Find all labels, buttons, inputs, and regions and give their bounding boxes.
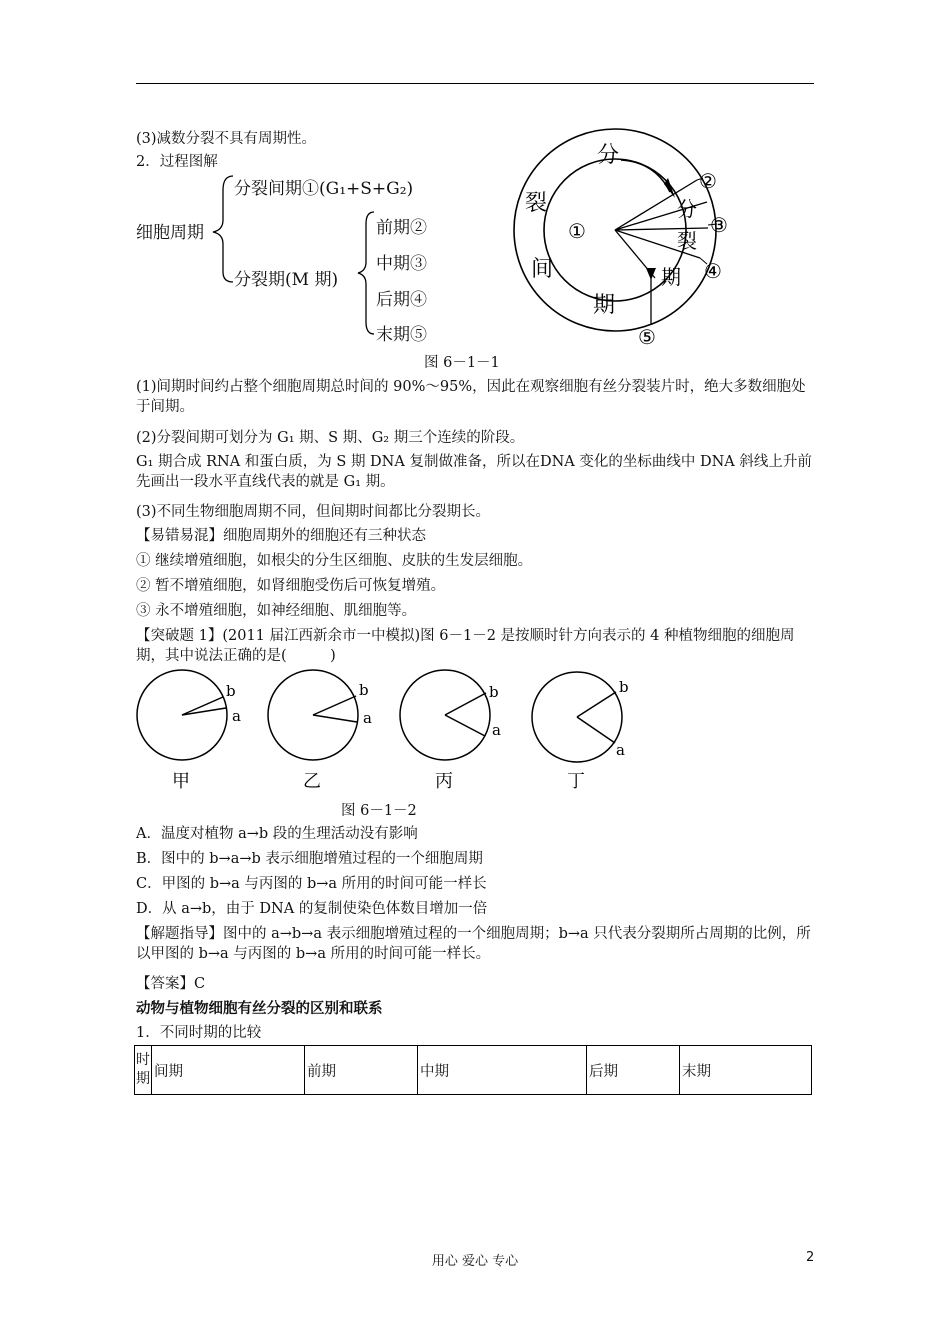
phase-label: 期	[661, 265, 681, 289]
option-d: D．从 a→b，由于 DNA 的复制使染色体数目增加一倍	[136, 901, 488, 917]
point-b: b	[226, 682, 236, 700]
stage-marker: ④	[704, 259, 722, 283]
phase-label: 裂	[677, 229, 697, 253]
cell-cycle-diagram	[505, 118, 765, 350]
figure-caption: 图 6－1－2	[341, 803, 417, 819]
option-b: B．图中的 b→a→b 表示细胞增殖过程的一个细胞周期	[136, 851, 483, 867]
comparison-table	[134, 1045, 812, 1095]
tree-root: 细胞周期	[136, 223, 204, 243]
solution-guide: 【解题指导】图中的 a→b→a 表示细胞增殖过程的一个细胞周期；b→a 只代表分裂期所占周期的比例，所以甲图的 b→a 与丙图的 b→a 所用的时间可能一样长。	[136, 926, 811, 962]
tree-stage: 中期③	[376, 254, 427, 274]
subheading: 1．不同时期的比较	[136, 1025, 262, 1041]
pie-ding	[532, 672, 629, 792]
paragraph: 【易错易混】细胞周期外的细胞还有三种状态	[136, 528, 426, 544]
outer-label: 裂	[525, 191, 548, 216]
point-a: a	[232, 707, 241, 725]
option-c: C．甲图的 b→a 与丙图的 b→a 所用的时间可能一样长	[136, 876, 487, 892]
table-header-cell: 前期	[305, 1046, 418, 1095]
paragraph: ② 暂不增殖细胞，如肾细胞受伤后可恢复增殖。	[136, 578, 446, 594]
pie-bing	[400, 670, 501, 792]
outer-label: 分	[597, 143, 620, 168]
paragraph: (1)间期时间约占整个细胞周期总时间的 90%～95%，因此在观察细胞有丝分裂装片时，绝大多数细胞处于间期。	[136, 379, 806, 415]
page-number: 2	[806, 1250, 815, 1265]
table-header-cell: 后期	[587, 1046, 680, 1095]
paragraph: (3)不同生物细胞周期不同，但间期时间都比分裂期长。	[136, 504, 491, 520]
tree-mphase: 分裂期(M 期)	[234, 270, 339, 290]
pie-name: 丁	[567, 771, 585, 792]
table-header-cell: 中期	[418, 1046, 587, 1095]
point-a: a	[492, 721, 501, 739]
section-heading: 2．过程图解	[136, 154, 218, 170]
outer-label: 间	[531, 257, 554, 282]
paragraph: ③ 永不增殖细胞，如神经细胞、肌细胞等。	[136, 603, 417, 619]
page-footer: 用心 爱心 专心	[431, 1254, 519, 1269]
text-line: (3)减数分裂不具有周期性。	[136, 131, 317, 147]
inner-label: ①	[568, 219, 586, 243]
table-corner-cell: 时期	[135, 1046, 152, 1095]
point-a: a	[363, 709, 372, 727]
pie-name: 乙	[303, 771, 321, 792]
stage-marker: ⑤	[638, 325, 656, 349]
paragraph: ① 继续增殖细胞，如根尖的分生区细胞、皮肤的生发层细胞。	[136, 553, 533, 569]
phase-label: 分	[677, 197, 697, 221]
figure-caption: 图 6－1－1	[424, 355, 500, 371]
paragraph: G₁ 期合成 RNA 和蛋白质，为 S 期 DNA 复制做准备，所以在DNA 变化的坐标曲线中 DNA 斜线上升前先画出一段水平直线代表的就是 G₁ 期。	[136, 454, 812, 490]
question-stem: 【突破题 1】(2011 届江西新余市一中模拟)图 6－1－2 是按顺时针方向表示的 4 种植物细胞的细胞周期，其中说法正确的是( )	[136, 628, 795, 664]
tree-stage: 末期⑤	[376, 325, 427, 345]
table-row	[135, 1046, 812, 1095]
point-b: b	[489, 683, 499, 701]
header-rule	[136, 83, 814, 84]
answer: 【答案】C	[136, 976, 206, 992]
pie-diagrams	[130, 665, 650, 795]
point-b: b	[359, 681, 369, 699]
table-header-cell: 间期	[152, 1046, 305, 1095]
outer-label: 期	[593, 293, 616, 318]
paragraph: (2)分裂间期可划分为 G₁ 期、S 期、G₂ 期三个连续的阶段。	[136, 430, 525, 446]
option-a: A．温度对植物 a→b 段的生理活动没有影响	[136, 826, 418, 842]
table-header-cell: 末期	[680, 1046, 812, 1095]
point-b: b	[619, 678, 629, 696]
tree-stage: 后期④	[376, 290, 427, 310]
pie-name: 甲	[172, 771, 190, 792]
tree-stage: 前期②	[376, 218, 427, 238]
section-title: 动物与植物细胞有丝分裂的区别和联系	[136, 1001, 383, 1017]
stage-marker: ③	[710, 213, 728, 237]
point-a: a	[616, 741, 625, 759]
pie-name: 丙	[435, 771, 453, 792]
tree-interphase: 分裂间期①(G₁+S+G₂)	[234, 179, 414, 199]
pie-jia	[137, 670, 241, 792]
stage-marker: ②	[699, 169, 717, 193]
pie-yi	[268, 670, 372, 792]
